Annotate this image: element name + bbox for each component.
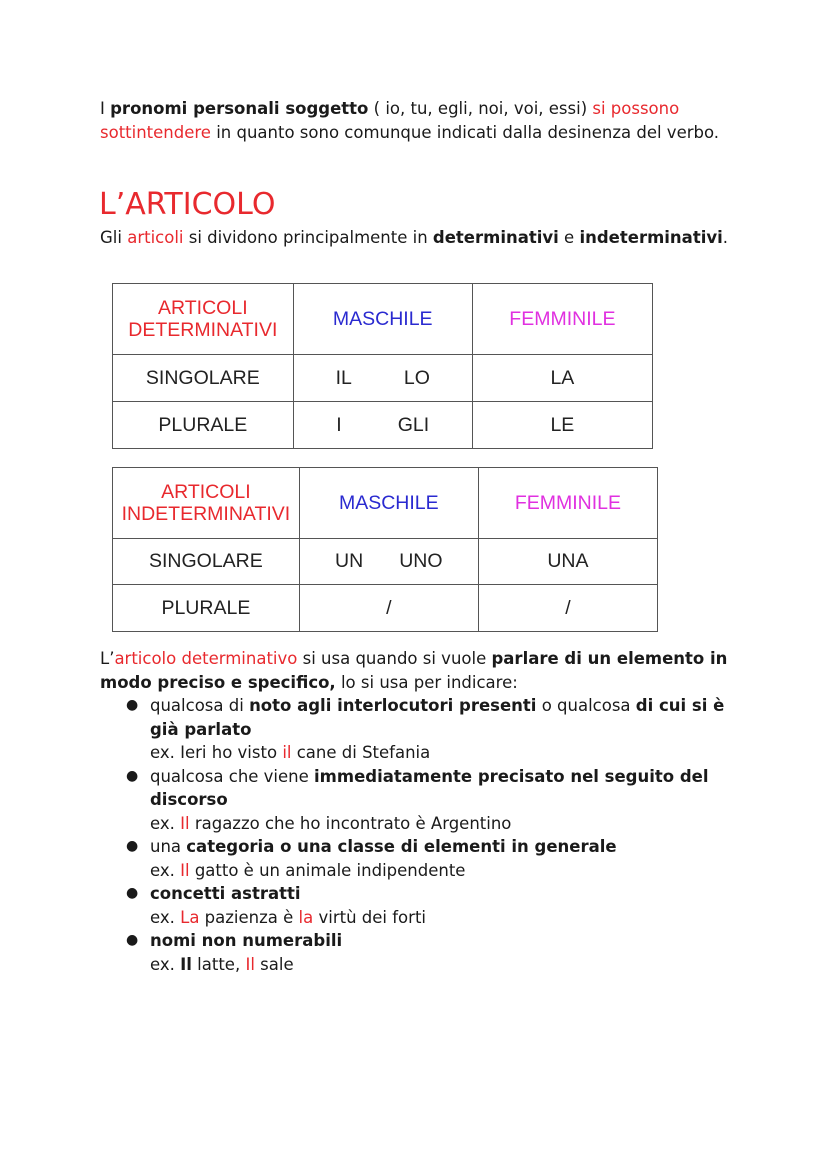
table-row <box>113 539 658 585</box>
bold-article: Il <box>180 954 192 974</box>
title-line: ARTICOLI <box>161 481 251 503</box>
text: si usa quando si vuole <box>297 649 492 668</box>
determinativo-description <box>100 647 740 694</box>
text: sale <box>254 954 294 974</box>
text: ex. <box>150 860 181 880</box>
title-line: INDETERMINATIVI <box>121 503 291 525</box>
example-line <box>150 906 740 930</box>
uses-list <box>100 694 740 976</box>
text: qualcosa che viene <box>150 766 315 786</box>
text: una <box>150 837 187 856</box>
bullet-icon: ● <box>126 932 139 948</box>
text: latte, <box>191 954 246 974</box>
text: virtù dei forti <box>313 907 426 927</box>
bold-text: immediatamente precisato nel seguito del discorso <box>150 766 709 809</box>
text: gatto è un animale indipendente <box>189 860 466 880</box>
bullet-icon: ● <box>126 697 139 713</box>
example-line <box>150 953 740 977</box>
example-line <box>150 741 740 765</box>
highlight-article: la <box>298 907 314 927</box>
bold-determinativi: determinativi <box>432 228 559 247</box>
bold-text: di cui si è già parlato <box>150 696 725 739</box>
text: ragazzo che ho incontrato è Argentino <box>189 813 512 833</box>
header-cell-maschile: MASCHILE <box>299 468 478 539</box>
intro-highlight: si possono sottintendere <box>100 99 680 142</box>
bold-indeterminativi: indeterminativi <box>579 228 723 247</box>
bold-text: nomi non numerabili <box>150 931 343 950</box>
femm-cell: LE <box>472 402 652 449</box>
list-item <box>100 882 740 929</box>
masc-cell: / <box>299 585 478 632</box>
text: L’ <box>100 649 115 668</box>
example-line <box>150 812 740 836</box>
article: UN <box>335 550 364 572</box>
bold-text: noto agli interlocutori presenti <box>249 696 537 715</box>
highlight-article: il <box>282 743 292 762</box>
femm-cell: LA <box>472 355 652 402</box>
list-item <box>100 694 740 765</box>
section-heading: L’ARTICOLO <box>99 187 276 222</box>
list-item <box>100 929 740 976</box>
table-articoli-indeterminativi <box>112 467 658 632</box>
intro-text: ( io, tu, egli, noi, voi, essi) <box>368 99 593 118</box>
bullet-icon: ● <box>126 885 139 901</box>
list-item <box>100 765 740 836</box>
bullet-icon: ● <box>126 767 139 784</box>
articoli-intro-paragraph <box>100 226 740 250</box>
header-cell-title <box>113 284 294 355</box>
masc-cell <box>293 355 472 402</box>
header-cell-title <box>113 468 300 539</box>
bold-phrase: parlare di un elemento in modo preciso e specifico, <box>100 649 728 692</box>
intro-paragraph <box>100 97 740 144</box>
highlight-article: Il <box>245 954 255 974</box>
table-articoli-determinativi <box>112 283 653 449</box>
femm-cell: UNA <box>478 539 657 585</box>
title-line: ARTICOLI <box>158 297 248 319</box>
highlight-article: Il <box>180 860 190 880</box>
highlight-articolo-determinativo: articolo determinativo <box>114 649 298 668</box>
text: si dividono principalmente in <box>183 228 433 247</box>
text: ex. <box>150 813 181 833</box>
article: I <box>336 413 342 436</box>
text: qualcosa di <box>150 696 250 715</box>
masc-cell <box>293 402 472 449</box>
bullet-icon: ● <box>126 838 139 854</box>
article: GLI <box>397 413 430 436</box>
femm-cell: / <box>478 585 657 632</box>
row-label: PLURALE <box>113 585 300 632</box>
text: lo si usa per indicare: <box>335 672 518 692</box>
text: ex. Ieri ho visto <box>150 743 283 762</box>
list-item <box>100 835 740 882</box>
table-row <box>113 585 658 632</box>
article: IL <box>335 366 352 389</box>
text: ex. <box>150 954 181 974</box>
masc-cell <box>299 539 478 585</box>
row-label: PLURALE <box>113 402 294 449</box>
text: o qualcosa <box>536 696 636 715</box>
header-cell-femminile: FEMMINILE <box>472 284 652 355</box>
bold-text: categoria o una classe di elementi in generale <box>186 837 617 856</box>
article: LO <box>403 366 430 389</box>
bold-text: concetti astratti <box>150 884 301 903</box>
highlight-article: La <box>180 907 200 927</box>
article: UNO <box>399 550 443 572</box>
header-cell-maschile: MASCHILE <box>293 284 472 355</box>
highlight-articoli: articoli <box>127 228 184 247</box>
highlight-article: Il <box>180 813 190 833</box>
table-header-row <box>113 284 653 355</box>
intro-text: in quanto sono comunque indicati dalla desinenza del verbo. <box>210 122 720 142</box>
table-row <box>113 355 653 402</box>
text: ex. <box>150 907 181 927</box>
text: Gli <box>100 228 128 247</box>
title-line: DETERMINATIVI <box>128 319 278 341</box>
intro-text: I <box>100 99 111 118</box>
table-header-row <box>113 468 658 539</box>
example-line <box>150 859 740 883</box>
text: e <box>558 228 580 247</box>
text: pazienza è <box>199 907 299 927</box>
table-row <box>113 402 653 449</box>
header-cell-femminile: FEMMINILE <box>478 468 657 539</box>
intro-bold-term: pronomi personali soggetto <box>110 99 369 118</box>
row-label: SINGOLARE <box>113 539 300 585</box>
text: cane di Stefania <box>291 743 431 762</box>
text: . <box>722 228 729 247</box>
row-label: SINGOLARE <box>113 355 294 402</box>
